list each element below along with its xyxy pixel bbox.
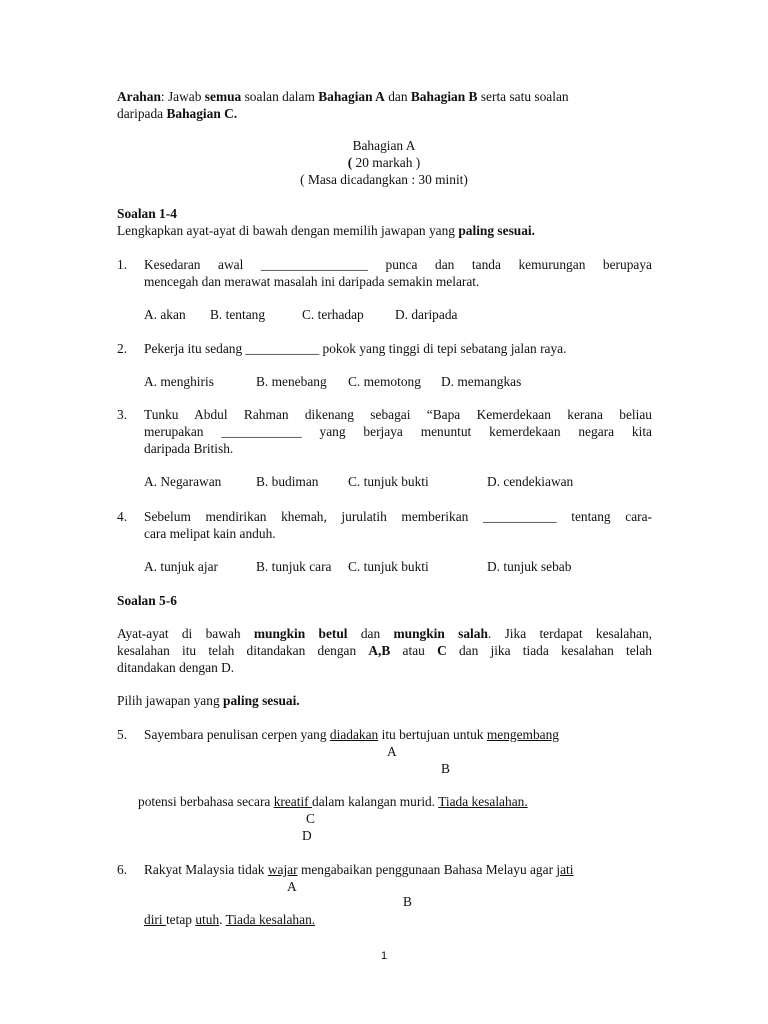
question-text-line: cara melipat kain anduh. — [144, 526, 276, 541]
question-text-line: daripada British. — [144, 441, 234, 456]
error-label-b: B — [403, 894, 412, 909]
page-number: 1 — [380, 950, 388, 962]
error-label-d: D — [302, 828, 312, 843]
question-number: 2. — [117, 341, 128, 356]
option-c: C. terhadap — [302, 307, 364, 322]
question-number: 3. — [117, 407, 128, 422]
question-text-line: diri tetap utuh. Tiada kesalahan. — [144, 912, 316, 927]
option-a: A. akan — [144, 307, 186, 322]
option-c: C. tunjuk bukti — [348, 474, 429, 489]
part1-heading: Soalan 1-4 — [117, 206, 177, 221]
question-number: 4. — [117, 509, 128, 524]
part2-paragraph-line: ditandakan dengan D. — [117, 660, 235, 675]
option-a: A. Negarawan — [144, 474, 222, 489]
part2-choose: Pilih jawapan yang paling sesuai. — [117, 693, 300, 708]
section-title: Bahagian A — [352, 138, 416, 153]
question-text-line: Kesedaran awal ________________ punca dan tanda kemurungan berupaya — [144, 257, 652, 272]
option-d: D. daripada — [395, 307, 458, 322]
question-number: 5. — [117, 727, 128, 742]
option-c: C. tunjuk bukti — [348, 559, 429, 574]
question-text-line: potensi berbahasa secara kreatif dalam kalangan murid. Tiada kesalahan. — [138, 794, 528, 809]
question-text-line: merupakan ____________ yang berjaya menuntut kemerdekaan negara kita — [144, 424, 652, 439]
error-label-a: A — [287, 879, 297, 894]
option-b: B. budiman — [256, 474, 319, 489]
option-a: A. tunjuk ajar — [144, 559, 219, 574]
section-marks: ( 20 markah ) — [347, 155, 421, 170]
question-text-line: Rakyat Malaysia tidak wajar mengabaikan penggunaan Bahasa Melayu agar jati — [144, 862, 574, 877]
section-time: ( Masa dicadangkan : 30 minit) — [300, 172, 468, 187]
question-text-line: Sayembara penulisan cerpen yang diadakan itu bertujuan untuk mengembang — [144, 727, 559, 742]
question-text-line: mencegah dan merawat masalah ini daripada semakin melarat. — [144, 274, 480, 289]
question-number: 1. — [117, 257, 128, 272]
option-d: D. tunjuk sebab — [487, 559, 572, 574]
part2-paragraph-line: kesalahan itu telah ditandakan dengan A,B atau C dan jika tiada kesalahan telah — [117, 643, 653, 658]
error-label-c: C — [306, 811, 315, 826]
part2-heading: Soalan 5-6 — [117, 593, 177, 608]
question-text-line: Sebelum mendirikan khemah, jurulatih memberikan ___________ tentang cara- — [144, 509, 652, 524]
error-label-a: A — [387, 744, 397, 759]
instruction-line-1: Arahan: Jawab semua soalan dalam Bahagian A dan Bahagian B serta satu soalan — [117, 89, 569, 104]
error-label-b: B — [441, 761, 450, 776]
option-c: C. memotong — [348, 374, 421, 389]
part2-paragraph-line: Ayat-ayat di bawah mungkin betul dan mungkin salah. Jika terdapat kesalahan, — [117, 626, 653, 641]
option-b: B. menebang — [256, 374, 327, 389]
question-text-line: Tunku Abdul Rahman dikenang sebagai “Bapa Kemerdekaan kerana beliau — [144, 407, 652, 422]
option-b: B. tunjuk cara — [256, 559, 332, 574]
option-b: B. tentang — [210, 307, 266, 322]
question-number: 6. — [117, 862, 128, 877]
option-a: A. menghiris — [144, 374, 214, 389]
option-d: D. cendekiawan — [487, 474, 574, 489]
question-text-line: Pekerja itu sedang ___________ pokok yang tinggi di tepi sebatang jalan raya. — [144, 341, 567, 356]
option-d: D. memangkas — [441, 374, 522, 389]
part1-instruction: Lengkapkan ayat-ayat di bawah dengan memilih jawapan yang paling sesuai. — [117, 223, 535, 238]
instruction-line-2: daripada Bahagian C. — [117, 106, 238, 121]
